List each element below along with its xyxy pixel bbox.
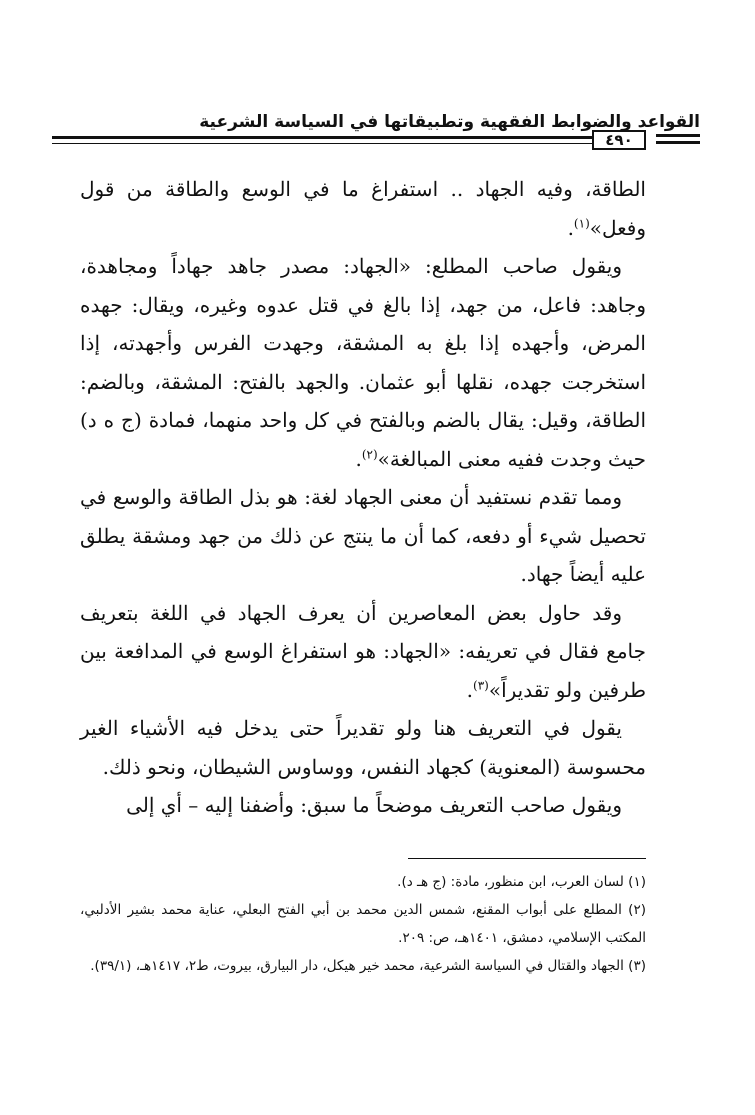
footnote-separator bbox=[408, 858, 646, 859]
header-rule-thin bbox=[52, 143, 592, 144]
header-rule-right-bottom bbox=[656, 141, 700, 144]
paragraph-text: ويقول صاحب المطلع: «الجهاد: مصدر جاهد جهاداً ومجاهدة، وجاهد: فاعل، من جهد، إذا بالغ في قتل عدوه وغيره، ويقال: جهده المرض، وأجهده إذا بلغ به المشقة، وجهدت الفرس وأجهدته، إذا استخرجت جهده، نقلها أبو عثمان. والجهد بالفتح: المشقة، وبالضم: الطاقة، وقيل: يقال بالضم وبالفتح في كل واحد منهما، فمادة (ج ه د) حيث وجدت ففيه معنى المبالغة» bbox=[80, 254, 646, 471]
footnote: (٢) المطلع على أبواب المقنع، شمس الدين محمد بن أبي الفتح البعلي، عناية محمد بشير الأدلبي، المكتب الإسلامي، دمشق، ١٤٠١هـ، ص: ٢٠٩. bbox=[80, 902, 646, 946]
paragraph-tail: . bbox=[567, 215, 574, 240]
running-title: القواعد والضوابط الفقهية وتطبيقاتها في السياسة الشرعية bbox=[199, 112, 700, 132]
paragraph-text: ويقول صاحب التعريف موضحاً ما سبق: وأضفنا إليه – أي إلى bbox=[126, 793, 622, 817]
header-rule-thick bbox=[52, 136, 592, 139]
header-rule-right-top bbox=[656, 134, 700, 137]
body-text bbox=[80, 170, 646, 825]
paragraph-text: ومما تقدم نستفيد أن معنى الجهاد لغة: هو بذل الطاقة والوسع في تحصيل شيء أو دفعه، كما أن ما ينتج عن ذلك من جهد ومشقة يطلق عليه أيضاً جهاد. bbox=[80, 485, 646, 586]
footnote: (٣) الجهاد والقتال في السياسة الشرعية، محمد خير هيكل، دار البيارق، بيروت، ط٢، ١٤١٧هـ، (٣٩/١). bbox=[90, 958, 646, 974]
paragraph bbox=[80, 594, 646, 710]
page-number: ٤٩٠ bbox=[592, 130, 646, 150]
paragraph-text: الطاقة، وفيه الجهاد .. استفراغ ما في الوسع والطاقة من قول وفعل» bbox=[80, 177, 646, 240]
paragraph bbox=[80, 786, 646, 825]
paragraph bbox=[80, 170, 646, 247]
paragraph bbox=[80, 247, 646, 478]
footnote-ref: (١) bbox=[573, 215, 590, 230]
paragraph-tail: . bbox=[355, 446, 362, 471]
paragraph bbox=[80, 709, 646, 786]
paragraph-tail: . bbox=[466, 677, 474, 702]
page-header bbox=[52, 108, 700, 152]
footnote-ref: (٢) bbox=[361, 446, 378, 461]
paragraph-text: وقد حاول بعض المعاصرين أن يعرف الجهاد في اللغة بتعريف جامع فقال في تعريفه: «الجهاد: هو استفراغ الوسع في المدافعة بين طرفين ولو تقديراً» bbox=[80, 600, 646, 702]
footnotes bbox=[80, 868, 646, 980]
footnote: (١) لسان العرب، ابن منظور، مادة: (ج هـ د). bbox=[397, 874, 646, 890]
paragraph-text: يقول في التعريف هنا ولو تقديراً حتى يدخل فيه الأشياء الغير محسوسة (المعنوية) كجهاد النفس، ووساوس الشيطان، ونحو ذلك. bbox=[80, 716, 646, 779]
footnote-ref: (٣) bbox=[473, 677, 489, 692]
paragraph bbox=[80, 478, 646, 594]
